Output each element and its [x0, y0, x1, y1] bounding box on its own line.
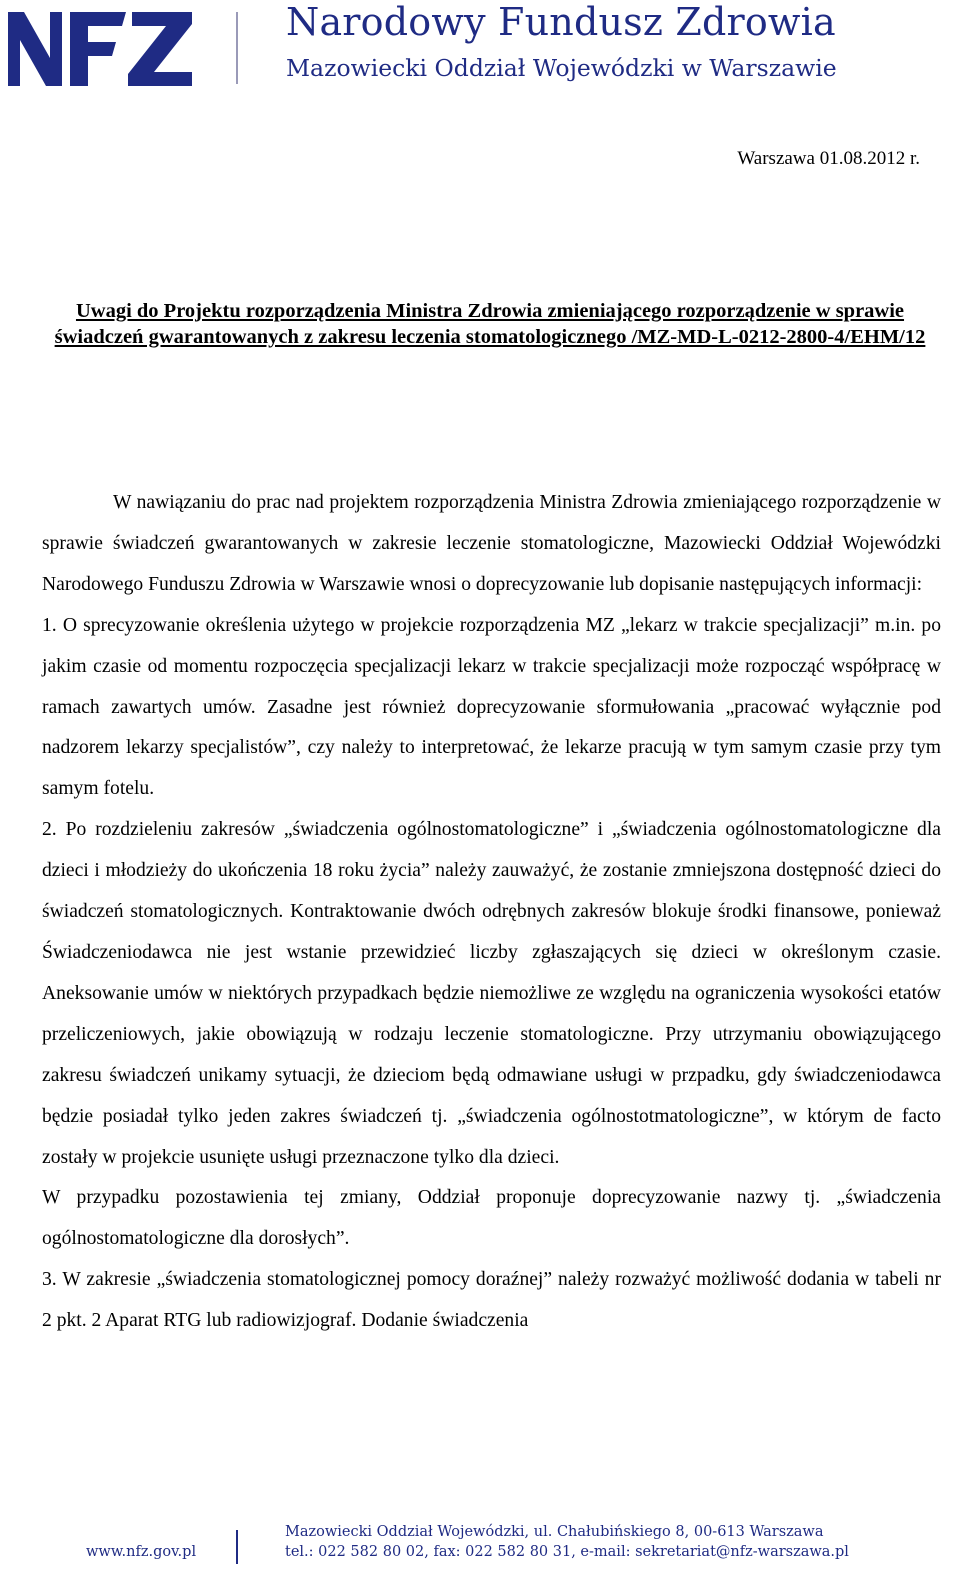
document-body — [42, 483, 941, 1342]
footer-contact: tel.: 022 582 80 02, fax: 022 582 80 31, e-mail: sekretariat@nfz-warszawa.pl — [285, 1544, 849, 1560]
document-title: Uwagi do Projektu rozporządzenia Ministra Zdrowia zmieniającego rozporządzenie w sprawie świadczeń gwarantowanych z zakresu leczenia stomatologicznego /MZ-MD-L-0212-2800-4/EHM/12 — [54, 300, 926, 348]
paragraph-point-2: 2. Po rozdzieleniu zakresów „świadczenia ogólnostomatologiczne” i „świadczenia ogólnostomatologiczne dla dzieci i młodzieży do ukończenia 18 roku życia” należy zauważyć, że zostanie zmniejszona dostępność dzieci do świadczeń stomatologicznych. Kontraktowanie dwóch odrębnych zakresów blokuje środki finansowe, ponieważ Świadczeniodawca nie jest wstanie przewidzieć liczby zgłaszających się dzieci w określonym czasie. Aneksowanie umów w niektórych przypadkach będzie niemożliwe ze względu na ograniczenia wysokości etatów przeliczeniowych, jakie obowiązują w rodzaju leczenie stomatologiczne. Przy utrzymaniu obowiązującego zakresu świadczeń unikamy sytuacji, że dzieciom będą odmawiane usługi w przpadku, gdy świadczeniodawca będzie posiadał tylko jeden zakres świadczeń tj. „świadczenia ogólnostotmatologiczne”, w którym de facto zostały w projekcie usunięte usługi przeznaczone tylko dla dzieci. — [42, 819, 941, 1168]
paragraph-point-1: 1. O sprecyzowanie określenia użytego w projekcie rozporządzenia MZ „lekarz w trakcie specjalizacji” m.in. po jakim czasie od momentu rozpoczęcia specjalizacji lekarz w trakcie specjalizacji może rozpocząć współpracę w ramach zawartych umów. Zasadne jest również doprecyzowanie sformułowania „pracować wyłącznie pod nadzorem lekarzy specjalistów”, czy należy to interpretować, że lekarze pracują w tym samym czasie przy tym samym fotelu. — [42, 614, 941, 800]
org-branch: Mazowiecki Oddział Wojewódzki w Warszawie — [286, 54, 837, 82]
footer-divider — [236, 1530, 238, 1564]
footer-address: Mazowiecki Oddział Wojewódzki, ul. Chałubińskiego 8, 00-613 Warszawa — [285, 1524, 824, 1540]
paragraph-intro: W nawiązaniu do prac nad projektem rozporządzenia Ministra Zdrowia zmieniającego rozporządzenie w sprawie świadczeń gwarantowanych w zakresie leczenie stomatologiczne, Mazowiecki Oddział Wojewódzki Narodowego Funduszu Zdrowia w Warszawie wnosi o doprecyzowanie lub dopisanie następujących informacji: — [42, 492, 941, 595]
org-name: Narodowy Fundusz Zdrowia — [286, 0, 836, 44]
paragraph-point-3: 3. W zakresie „świadczenia stomatologicznej pomocy doraźnej” należy rozważyć możliwość dodania w tabeli nr 2 pkt. 2 Aparat RTG lub radiowizjograf. Dodanie świadczenia — [42, 1269, 941, 1332]
footer-website: www.nfz.gov.pl — [86, 1544, 197, 1560]
document-date: Warszawa 01.08.2012 r. — [737, 148, 920, 169]
paragraph-proposal: W przypadku pozostawienia tej zmiany, Oddział proponuje doprecyzowanie nazwy tj. „świadczenia ogólnostomatologiczne dla dorosłych”. — [42, 1187, 941, 1250]
nfz-logo — [8, 12, 192, 86]
header-divider — [236, 12, 238, 84]
